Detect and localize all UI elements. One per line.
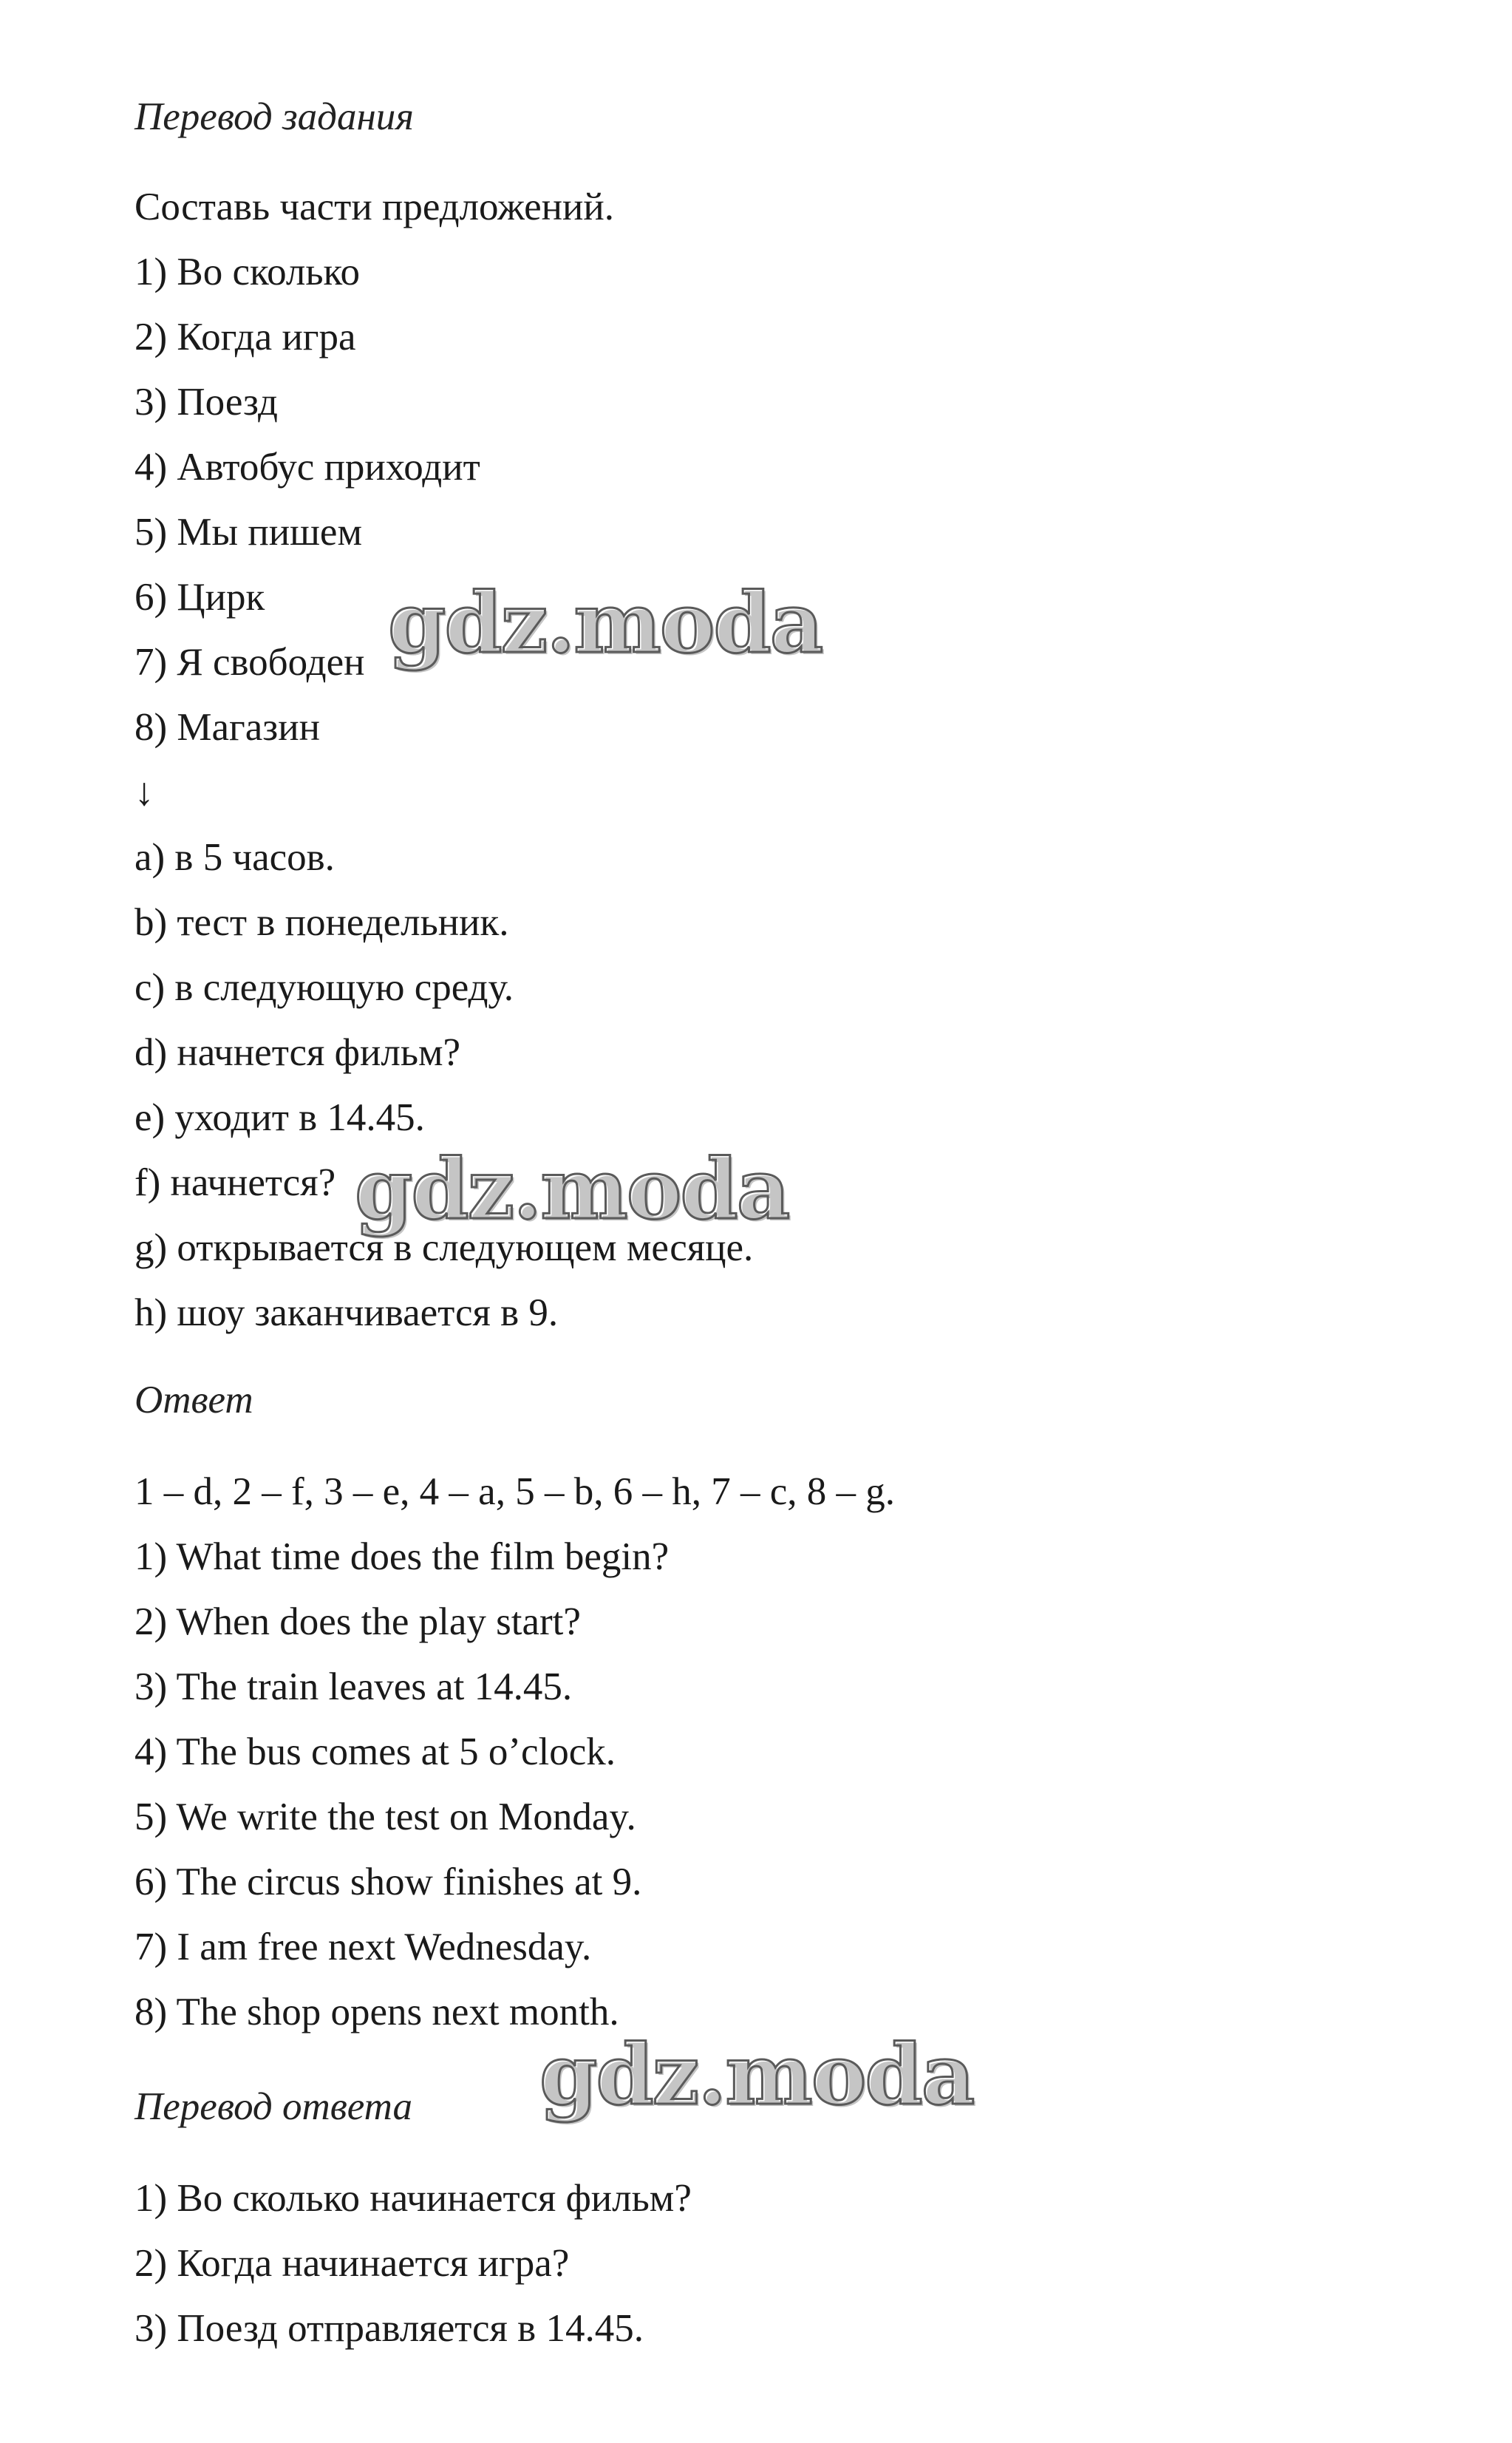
ending-item: a) в 5 часов.	[134, 836, 335, 879]
translation-sentence: 3) Поезд отправляется в 14.45.	[134, 2307, 644, 2350]
answer-sentence: 7) I am free next Wednesday.	[134, 1926, 592, 1968]
answer-heading: Ответ	[134, 1379, 253, 1421]
answer-sentence: 5) We write the test on Monday.	[134, 1795, 636, 1838]
watermark-logo: gdz.moda	[388, 575, 823, 672]
beginning-item: 3) Поезд	[134, 381, 278, 424]
beginning-item: 1) Во сколько	[134, 251, 361, 293]
ending-item: e) уходит в 14.45.	[134, 1096, 425, 1139]
answer-sentence: 4) The bus comes at 5 o’clock.	[134, 1730, 616, 1773]
answer-sentence: 1) What time does the film begin?	[134, 1535, 670, 1578]
answer-sentence: 2) When does the play start?	[134, 1600, 581, 1643]
translation-sentence: 2) Когда начинается игра?	[134, 2242, 570, 2285]
beginning-item: 8) Магазин	[134, 706, 320, 749]
translation-sentence: 1) Во сколько начинается фильм?	[134, 2177, 692, 2220]
answer-translation-heading: Перевод ответа	[134, 2085, 413, 2128]
beginning-item: 5) Мы пишем	[134, 511, 362, 554]
ending-item: h) шоу заканчивается в 9.	[134, 1291, 559, 1334]
beginning-item: 7) Я свободен	[134, 641, 365, 684]
beginning-item: 4) Автобус приходит	[134, 446, 480, 489]
task-translation-heading: Перевод задания	[134, 95, 414, 138]
watermark-logo: gdz.moda	[355, 1141, 789, 1238]
answer-sentence: 3) The train leaves at 14.45.	[134, 1665, 573, 1708]
task-instruction: Составь части предложений.	[134, 186, 615, 228]
beginning-item: 6) Цирк	[134, 576, 265, 619]
beginning-item: 2) Когда игра	[134, 316, 356, 359]
ending-item: g) открывается в следующем месяце.	[134, 1226, 754, 1269]
ending-item: f) начнется?	[134, 1161, 336, 1204]
answer-sentence: 8) The shop opens next month.	[134, 1991, 619, 2033]
down-arrow-icon: ↓	[134, 771, 154, 814]
answer-sentence: 6) The circus show finishes at 9.	[134, 1861, 642, 1903]
answer-key: 1 – d, 2 – f, 3 – e, 4 – a, 5 – b, 6 – h, 7 – c, 8 – g.	[134, 1470, 895, 1513]
ending-item: c) в следующую среду.	[134, 966, 514, 1009]
ending-item: b) тест в понедельник.	[134, 901, 509, 944]
watermark-logo: gdz.moda	[539, 2027, 974, 2124]
ending-item: d) начнется фильм?	[134, 1031, 461, 1074]
